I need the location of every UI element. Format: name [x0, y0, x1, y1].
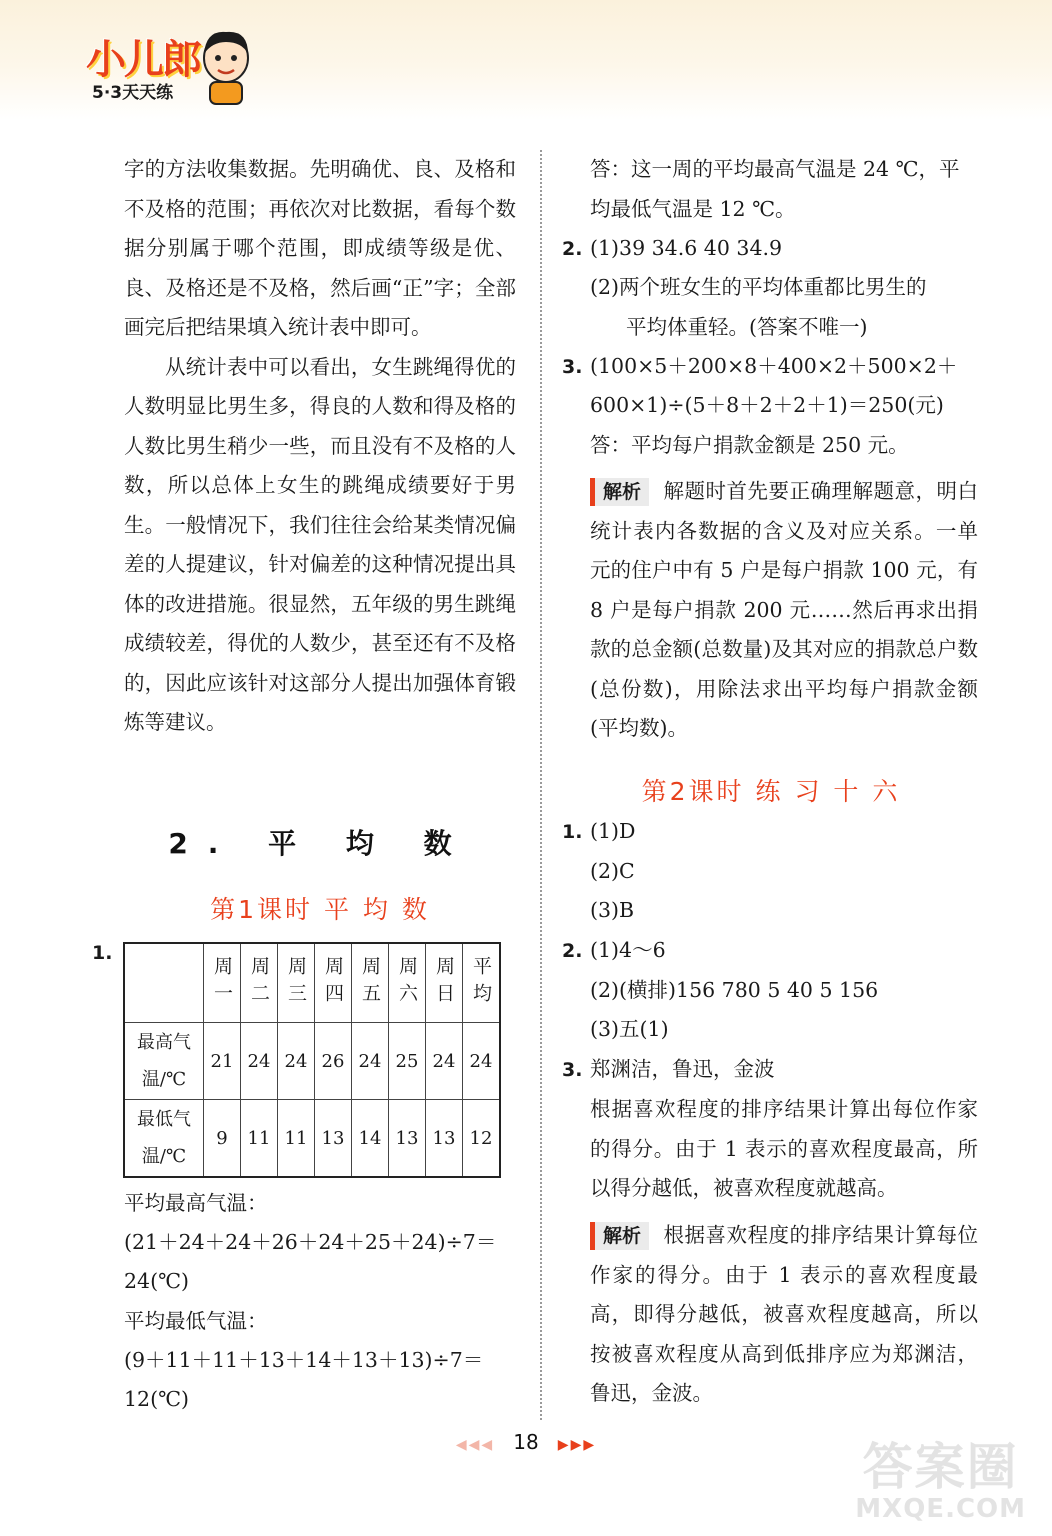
table-header: 周五 [352, 943, 389, 1023]
table-cell: 9 [204, 1100, 241, 1178]
column-divider [540, 150, 542, 1420]
l2-q2-line: (1)4～6 [590, 938, 666, 962]
l2-q3-body [590, 1090, 978, 1209]
next-arrows-icon: ▶▶▶ [557, 1437, 597, 1453]
watermark-cn: 答案圈 [862, 1438, 1019, 1496]
table-header: 周四 [315, 943, 352, 1023]
mascot-icon [196, 24, 256, 106]
table-cell: 24 [278, 1023, 315, 1100]
table-cell: 13 [315, 1100, 352, 1178]
answer-line: 均最低气温是 12 ℃。 [590, 197, 796, 221]
l2-q3-line: 郑渊洁，鲁迅，金波 [590, 1057, 775, 1081]
series-label: 5·3天天练 [92, 83, 174, 103]
l2-q1-line: (2)C [590, 859, 635, 883]
q1-line: 24(℃) [124, 1269, 190, 1293]
analysis-text: 根据喜欢程度的排序结果计算每位作家的得分。由于 1 表示的喜欢程度最高，即得分越低，被喜欢程度越高，所以按被喜欢程度从高到低排序应为郑渊洁，鲁迅，金波。 [590, 1223, 978, 1405]
l2-q3-number: 3. [562, 1059, 583, 1081]
watermark [855, 1440, 1026, 1524]
q2-line: (1)39 34.6 40 34.9 [590, 236, 783, 260]
table-header-row [124, 943, 500, 1023]
table-row [124, 1023, 500, 1100]
table-cell: 13 [426, 1100, 463, 1178]
table-cell: 14 [352, 1100, 389, 1178]
watermark-url: MXQE.COM [855, 1494, 1026, 1524]
q1-line: (21＋24＋24＋26＋24＋25＋24)÷7＝ [124, 1230, 497, 1254]
q1-line: 平均最低气温： [124, 1309, 268, 1333]
table-cell: 13 [389, 1100, 426, 1178]
lesson2-title: 第2课时 练 习 十 六 [641, 777, 901, 806]
left-paragraph-2: 从统计表中可以看出，女生跳绳得优的人数明显比男生多，得良的人数和得及格的人数比男生稍少一些，而且没有不及格的人数，所以总体上女生的跳绳成绩要好于男生。一般情况下，我们往往会给某类情况偏差的人提建议，针对偏差的这种情况提出具体的改进措施。很显然，五年级的男生跳绳成绩较差，得优的人数少，甚至还有不及格的，因此应该针对这部分人提出加强体育锻炼等建议。 [124, 354, 516, 734]
answer-line: 答：这一周的平均最高气温是 24 ℃，平 [590, 157, 960, 181]
l2-q2-line: (3)五(1) [590, 1017, 669, 1041]
q1-line: 平均最高气温： [124, 1191, 268, 1215]
table-cell: 24 [426, 1023, 463, 1100]
l2-q2-number: 2. [562, 940, 583, 962]
q1-number: 1. [92, 942, 113, 964]
q3-line: 600×1)÷(5＋8＋2＋2＋1)＝250(元) [590, 393, 944, 417]
table-cell: 26 [315, 1023, 352, 1100]
table-header: 周三 [278, 943, 315, 1023]
l2-q1-line: (3)B [590, 898, 635, 922]
analysis-block-2 [590, 1216, 978, 1414]
table-cell: 24 [352, 1023, 389, 1100]
l2-q1-number: 1. [562, 821, 583, 843]
table-row [124, 1100, 500, 1178]
q1-line: (9＋11＋11＋13＋14＋13＋13)÷7＝ [124, 1348, 484, 1372]
table-cell: 21 [204, 1023, 241, 1100]
l2-q2-line: (2)(横排)156 780 5 40 5 156 [590, 978, 879, 1002]
table-header: 周一 [204, 943, 241, 1023]
table-corner [124, 943, 204, 1023]
q1-line: 12(℃) [124, 1387, 190, 1411]
left-column [124, 150, 516, 743]
table-cell: 24 [241, 1023, 278, 1100]
table-cell: 11 [241, 1100, 278, 1178]
table-row-label: 最低气温/℃ [124, 1100, 204, 1178]
table-cell: 12 [463, 1100, 501, 1178]
analysis-block-1 [590, 472, 978, 749]
brand-logo: 小儿郎 [86, 37, 200, 83]
analysis-text: 解题时首先要正确理解题意，明白统计表内各数据的含义及对应关系。一单元的住户中有 5 户是每户捐款 100 元，有 8 户是每户捐款 200 元……然后再求出捐款的总金额(总数量)及其对应的捐款总户数(总份数)，用除法求出平均每户捐款金额(平均数)。 [590, 479, 978, 740]
q3-line: 答：平均每户捐款金额是 250 元。 [590, 433, 909, 457]
temperature-table [123, 942, 501, 1178]
q3-line: (100×5＋200×8＋400×2＋500×2＋ [590, 354, 958, 378]
table-cell: 11 [278, 1100, 315, 1178]
q2-line: 平均体重轻。(答案不唯一) [626, 315, 868, 339]
prev-arrows-icon: ◀◀◀ [455, 1437, 495, 1453]
table-cell: 24 [463, 1023, 501, 1100]
q2-line: (2)两个班女生的平均体重都比男生的 [590, 275, 927, 299]
page-number: 18 [513, 1430, 539, 1454]
table-header: 周日 [426, 943, 463, 1023]
l2-q3-text: 根据喜欢程度的排序结果计算出每位作家的得分。由于 1 表示的喜欢程度最高，所以得分越低，被喜欢程度就越高。 [590, 1097, 978, 1200]
table-header: 周二 [241, 943, 278, 1023]
analysis-tag: 解析 [590, 1222, 649, 1250]
table-header: 平均 [463, 943, 501, 1023]
table-row-label: 最高气温/℃ [124, 1023, 204, 1100]
section-title: 2. 平 均 数 [168, 827, 472, 860]
table-header: 周六 [389, 943, 426, 1023]
table-cell: 25 [389, 1023, 426, 1100]
analysis-tag: 解析 [590, 478, 649, 506]
q2-number: 2. [562, 238, 583, 260]
left-paragraph-1: 字的方法收集数据。先明确优、良、及格和不及格的范围；再依次对比数据，看每个数据分别属于哪个范围，即成绩等级是优、良、及格还是不及格，然后画“正”字；全部画完后把结果填入统计表中即可。 [124, 157, 516, 339]
lesson1-title: 第1课时 平 均 数 [210, 895, 430, 924]
q3-number: 3. [562, 356, 583, 378]
l2-q1-line: (1)D [590, 819, 636, 843]
